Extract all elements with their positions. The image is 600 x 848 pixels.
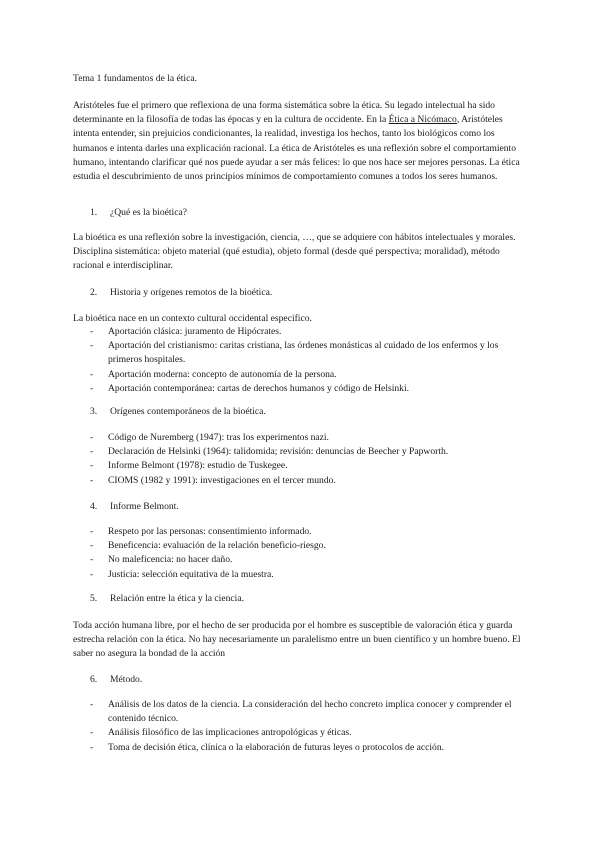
section6-list xyxy=(90,698,530,755)
dash-bullet: - xyxy=(90,699,94,710)
intro-paragraph xyxy=(73,99,529,184)
dash-bullet: - xyxy=(90,368,94,380)
dash-bullet: - xyxy=(90,474,94,486)
list-item xyxy=(90,474,530,488)
section-title: Historia y orígenes remotos de la bioética. xyxy=(110,287,273,298)
intro-text-start: Aristóteles fue el primero que reflexiona de una forma sistemática sobre la ética. Su legado intelectual ha sido determinante en la filosofía de todas las épocas y en la cultura de occidente. En la xyxy=(73,100,495,126)
list-item xyxy=(90,431,530,445)
dash-bullet: - xyxy=(90,727,94,739)
section-heading-4 xyxy=(90,500,179,514)
section1-paragraph: La bioética es una reflexión sobre la investigación, ciencia, …, que se adquiere con hábitos intelectuales y morales. Disciplina sistemática: objeto material (qué estudia), objeto formal (desde qué perspectiva; moralidad), método racional e interdisciplinar. xyxy=(73,232,516,272)
section-title: Método. xyxy=(110,674,143,685)
list-item xyxy=(90,382,530,396)
list-item xyxy=(90,741,530,755)
list-item xyxy=(90,459,530,473)
section-title: Informe Belmont. xyxy=(110,501,179,512)
list-item-text: Justicia: selección equitativa de la muestra. xyxy=(108,568,274,580)
dash-bullet: - xyxy=(90,526,94,537)
section-heading-3 xyxy=(90,405,266,419)
dash-bullet: - xyxy=(90,432,94,443)
dash-bullet: - xyxy=(90,326,94,337)
list-item-text: Toma de decisión ética, clínica o la elaboración de futuras leyes o protocolos de acción. xyxy=(108,741,445,753)
list-item-text: Declaración de Helsinki (1964): talidomida; revisión: denuncias de Beecher y Papworth. xyxy=(108,446,449,458)
list-item xyxy=(90,568,530,582)
section-title: Relación entre la ética y la ciencia. xyxy=(110,593,244,604)
section-heading-5 xyxy=(90,592,244,606)
section-number: 5. xyxy=(90,593,98,604)
section-number: 2. xyxy=(90,287,98,298)
list-item xyxy=(90,368,530,382)
list-item-text: Código de Nuremberg (1947): tras los experimentos nazi. xyxy=(108,432,329,443)
section-heading-1 xyxy=(90,206,187,220)
dash-bullet: - xyxy=(90,741,94,753)
dash-bullet: - xyxy=(90,540,94,552)
section-heading-6 xyxy=(90,673,142,687)
list-item-text: Informe Belmont (1978): estudio de Tuskegee. xyxy=(108,460,288,472)
section2-paragraph: La bioética nace en un contexto cultural occidental específico. xyxy=(73,313,312,324)
dash-bullet: - xyxy=(90,340,94,352)
section3-list xyxy=(90,431,530,488)
section-heading-2 xyxy=(90,286,272,300)
dash-bullet: - xyxy=(90,460,94,472)
list-item xyxy=(90,726,530,740)
dash-bullet: - xyxy=(90,446,94,458)
section-number: 4. xyxy=(90,501,98,512)
section-number: 6. xyxy=(90,674,98,685)
list-item-text: Beneficencia: evaluación de la relación beneficio-riesgo. xyxy=(108,540,326,552)
list-item-text: Respeto por las personas: consentimiento informado. xyxy=(108,526,312,537)
list-item-text: Análisis de los datos de la ciencia. La consideración del hecho concreto implica conocer y comprender el contenido técnico. xyxy=(108,699,512,725)
list-item-text: Aportación contemporánea: cartas de derechos humanos y código de Helsinki. xyxy=(108,382,410,394)
etica-a-nicomaco-link[interactable]: Ética a Nicómaco xyxy=(388,114,457,126)
section4-list xyxy=(90,525,530,582)
list-item xyxy=(90,445,530,459)
document-title: Tema 1 fundamentos de la ética. xyxy=(73,73,197,84)
list-item xyxy=(90,698,530,726)
section-title: ¿Qué es la bioética? xyxy=(110,207,187,218)
list-item-text: Aportación clásica: juramento de Hipócrates. xyxy=(108,326,282,337)
section-title: Orígenes contemporáneos de la bioética. xyxy=(110,406,266,417)
list-item-text: No maleficencia: no hacer daño. xyxy=(108,554,233,566)
list-item xyxy=(90,525,530,539)
list-item xyxy=(90,539,530,553)
dash-bullet: - xyxy=(90,382,94,394)
list-item xyxy=(90,553,530,567)
list-item-text: Análisis filosófico de las implicaciones antropológicas y éticas. xyxy=(108,727,352,739)
section5-paragraph: Toda acción humana libre, por el hecho de ser producida por el hombre es susceptible de valoración ética y guarda estrecha relación con la ética. No hay necesariamente un paralelismo entre un buen científico y un hombre bueno. El saber no asegura la bondad de la acción xyxy=(73,620,521,660)
section2-list xyxy=(90,325,530,396)
section-number: 3. xyxy=(90,406,98,417)
dash-bullet: - xyxy=(90,568,94,580)
list-item xyxy=(90,325,530,339)
list-item-text: CIOMS (1982 y 1991): investigaciones en el tercer mundo. xyxy=(108,474,336,486)
list-item-text: Aportación moderna: concepto de autonomía de la persona. xyxy=(108,368,337,380)
list-item-text: Aportación del cristianismo: caritas cristiana, las órdenes monásticas al cuidado de los enfermos y los primeros hospitales. xyxy=(108,340,499,366)
intro-text-end: , Aristóteles intenta entender, sin prejuicios condicionantes, la realidad, investiga los hechos, tanto los biológicos como los humanos e intenta darles una explicación racional. La ética de Aristóteles es una reflexión sobre el comportamiento humano, intentando clarificar qué nos puede ayudar a ser más felices: lo que nos hace ser mejores personas. La ética estudia el descubrimiento de unos principios mínimos de comportamiento comunes a todos los seres humanos. xyxy=(73,114,520,183)
dash-bullet: - xyxy=(90,554,94,566)
list-item xyxy=(90,339,530,367)
section-number: 1. xyxy=(90,207,98,218)
